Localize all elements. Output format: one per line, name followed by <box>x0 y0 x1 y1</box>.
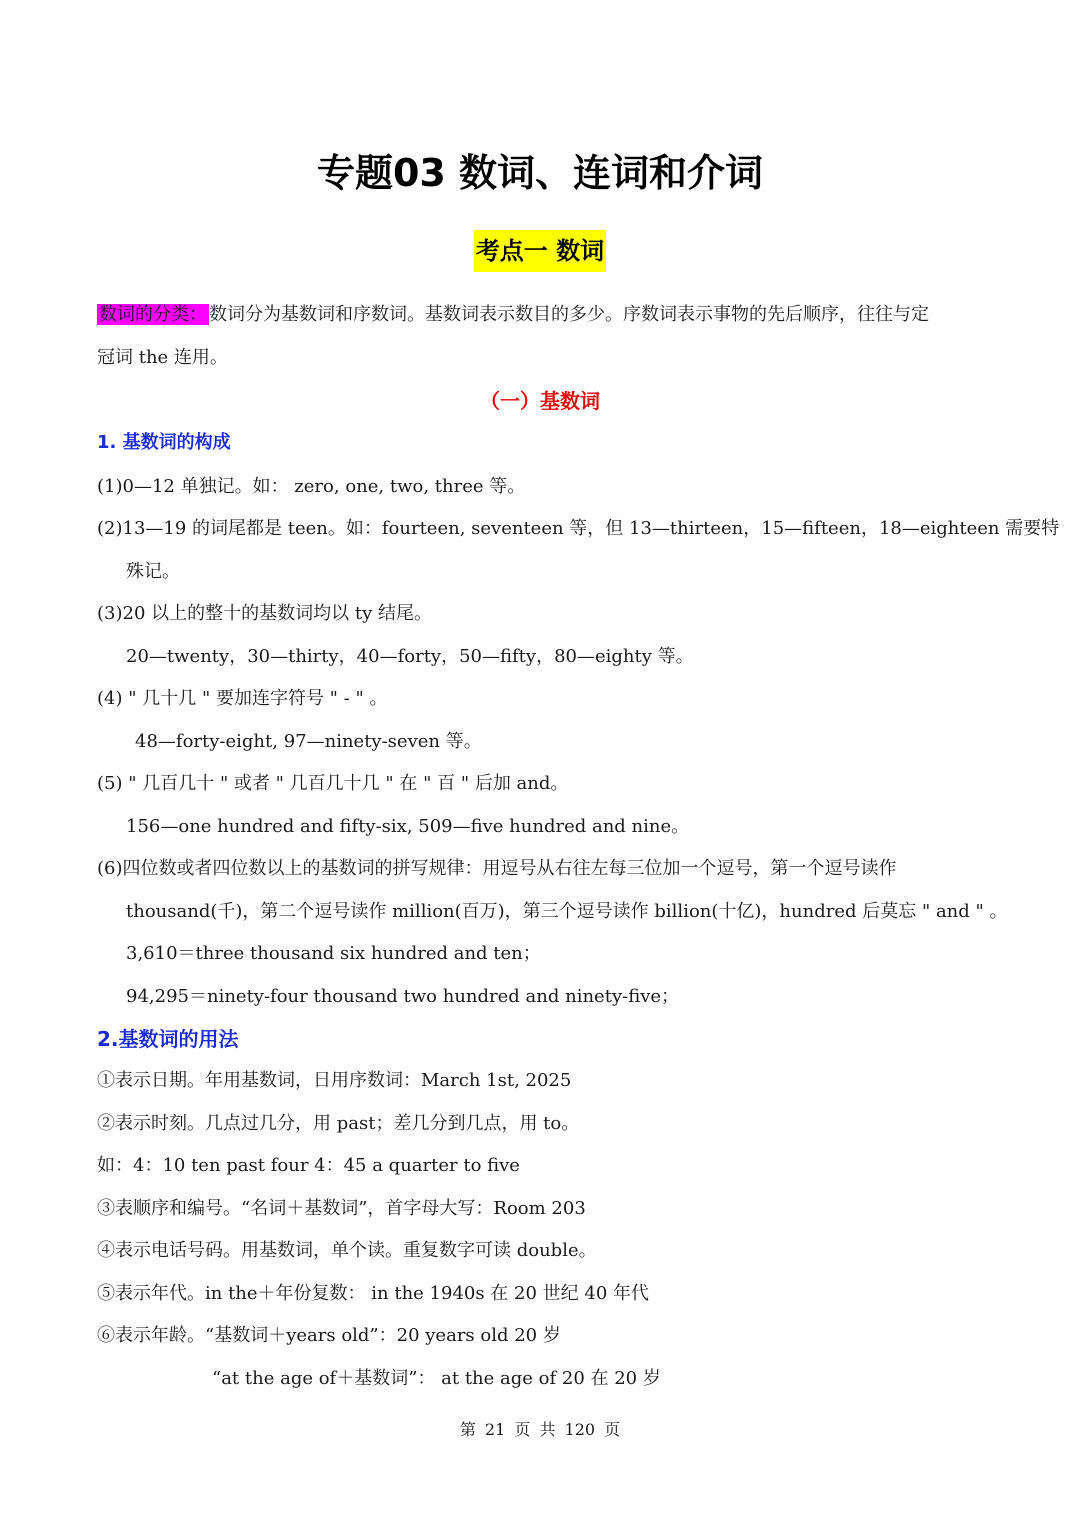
part1-line-4: (3)20 以上的整十的基数词均以 ty 结尾。 <box>97 603 432 624</box>
part1-line-11: thousand(千)，第二个逗号读作 million(百万)，第三个逗号读作 billion(十亿)，hundred 后莫忘 " and " 。 <box>126 901 1008 922</box>
part2-line-4: ③表顺序和编号。“名词＋基数词”，首字母大写：Room 203 <box>97 1198 586 1219</box>
part2-line-1: ①表示日期。年用基数词，日用序数词：March 1st, 2025 <box>97 1070 572 1091</box>
part2-heading: 2.基数词的用法 <box>97 1027 239 1051</box>
part1-line-3: 殊记。 <box>126 561 180 582</box>
part2-line-5: ④表示电话号码。用基数词，单个读。重复数字可读 double。 <box>97 1240 597 1261</box>
part2-line-6: ⑤表示年代。in the＋年份复数： in the 1940s 在 20 世纪 40 年代 <box>97 1283 650 1304</box>
part2-line-3: 如：4：10 ten past four 4：45 a quarter to five <box>97 1155 520 1176</box>
page-title: 专题03 数词、连词和介词 <box>316 151 764 195</box>
part1-line-5: 20—twenty，30—thirty，40—forty，50—fifty，80—eighty 等。 <box>126 646 694 667</box>
subtitle-highlighted: 考点一 数词 <box>474 230 606 272</box>
part1-line-6: (4) " 几十几 " 要加连字符号 " - " 。 <box>97 688 388 709</box>
part1-line-9: 156—one hundred and fifty-six, 509—five hundred and nine。 <box>126 816 690 837</box>
intro-highlight-label: 数词的分类： <box>99 304 207 325</box>
part1-line-13: 94,295＝ninety-four thousand two hundred and ninety-five； <box>126 986 680 1007</box>
part1-line-2: (2)13—19 的词尾都是 teen。如：fourteen, seventeen 等，但 13—thirteen，15—fifteen，18—eighteen 需要特 <box>97 518 1060 539</box>
part2-line-2: ②表示时刻。几点过几分，用 past；差几分到几点，用 to。 <box>97 1113 580 1134</box>
part1-line-8: (5) " 几百几十 " 或者 " 几百几十几 " 在 " 百 " 后加 and。 <box>97 773 569 794</box>
part1-heading: 1. 基数词的构成 <box>97 432 231 453</box>
part1-line-12: 3,610＝three thousand six hundred and ten； <box>126 943 541 964</box>
page-number-footer: 第 21 页 共 120 页 <box>459 1420 621 1439</box>
part2-line-7: ⑥表示年龄。“基数词＋years old”：20 years old 20 岁 <box>97 1325 561 1346</box>
part1-line-7: 48—forty-eight, 97—ninety-seven 等。 <box>135 731 482 752</box>
subtitle-container <box>0 230 1080 272</box>
part1-line-10: (6)四位数或者四位数以上的基数词的拼写规律：用逗号从右往左每三位加一个逗号，第一个逗号读作 <box>97 858 897 879</box>
intro-line-2: 冠词 the 连用。 <box>97 347 228 368</box>
section-label-cardinal: （一）基数词 <box>480 389 600 413</box>
part2-line-8: “at the age of＋基数词”： at the age of 20 在 20 岁 <box>212 1368 661 1389</box>
part1-line-1: (1)0—12 单独记。如： zero, one, two, three 等。 <box>97 476 526 497</box>
intro-line-1 <box>97 302 982 328</box>
intro-text-1: 数词分为基数词和序数词。基数词表示数目的多少。序数词表示事物的先后顺序，往往与定 <box>209 304 929 325</box>
